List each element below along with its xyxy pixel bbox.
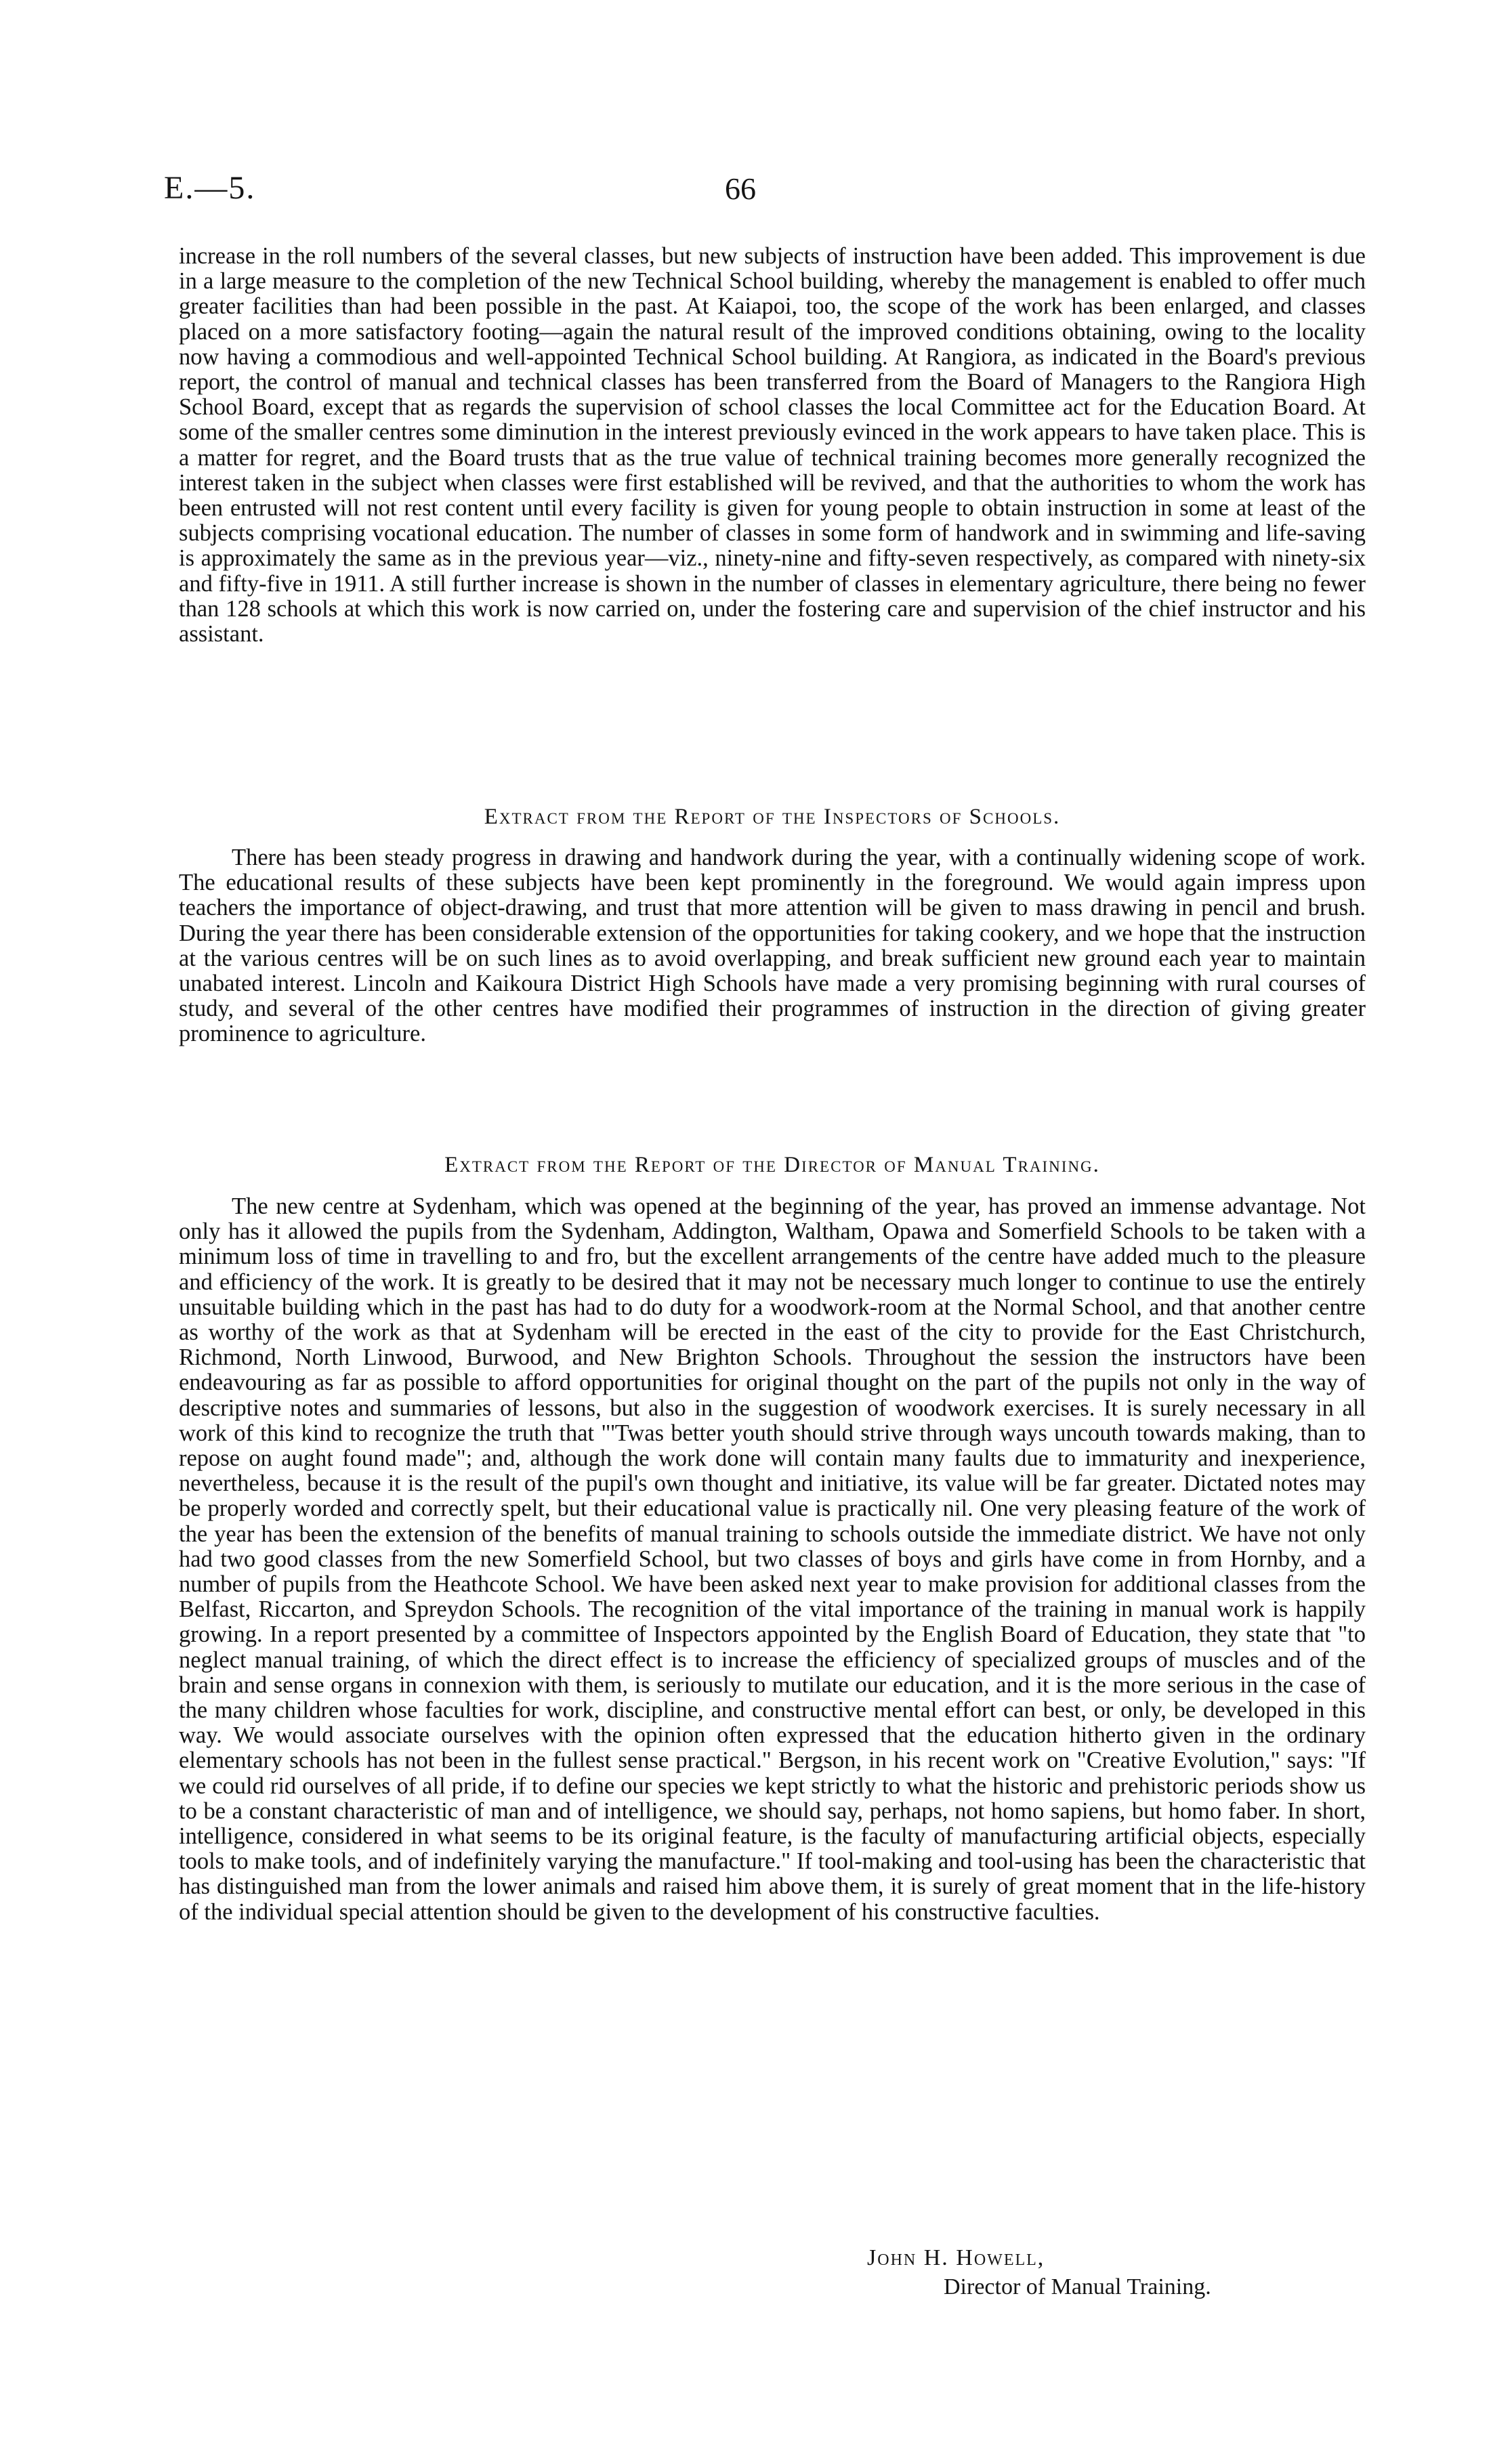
inspectors-report-heading: Extract from the Report of the Inspectors of Schools. — [484, 805, 1061, 829]
intro-paragraph: increase in the roll numbers of the several classes, but new subjects of instruction have been added. This improvement is due in a large measure to the completion of the new Technical School building, whereby the management is enabled to offer much greater facilities than had been possible in the past. At Kaiapoi, too, the scope of the work has been enlarged, and classes placed on a more satisfactory footing—again the natural result of the improved conditions obtaining, owing to the locality now having a commodious and well-appointed Technical School building. At Rangiora, as indicated in the Board's previous report, the control of manual and technical classes has been transferred from the Board of Managers to the Rangiora High School Board, except that as regards the supervision of school classes the local Committee act for the Education Board. At some of the smaller centres some diminution in the interest previously evinced in the work appears to have taken place. This is a matter for regret, and the Board trusts that as the true value of technical training becomes more generally recognized the interest taken in the subject when classes were first established will be revived, and that the authorities to whom the work has been entrusted will not rest content until every facility is given for young people to obtain instruction in some at least of the subjects comprising vocational education. The number of classes in some form of handwork and in swimming and life-saving is approximately the same as in the previous year—viz., ninety-nine and fifty-seven respectively, as compared with ninety-six and fifty-five in 1911. A still further increase is shown in the number of classes in elementary agriculture, there being no fewer than 128 schools at which this work is now carried on, under the fostering care and supervision of the chief instructor and his assistant. — [179, 243, 1366, 647]
report-reference: E.—5. — [164, 170, 256, 206]
page-number: 66 — [725, 171, 756, 206]
signature-name: John H. Howell, — [867, 2245, 1045, 2270]
director-report-paragraph: The new centre at Sydenham, which was opened at the beginning of the year, has proved an immense advantage. Not only has it allowed the pupils from the Sydenham, Addington, Waltham, Opawa and Somerfield Schools to be taken with a minimum loss of time in travelling to and fro, but the excellent arrangements of the centre have added much to the pleasure and efficiency of the work. It is greatly to be desired that it may not be necessary much longer to continue to use the entirely unsuitable building which in the past has had to do duty for a woodwork-room at the Normal School, and that another centre as worthy of the work as that at Sydenham will be erected in the east of the city to provide for the East Christchurch, Richmond, North Linwood, Burwood, and New Brighton Schools. Throughout the session the instructors have been endeavouring as far as possible to afford opportunities for original thought on the part of the pupils not only in the way of descriptive notes and summaries of lessons, but also in the suggestion of woodwork exercises. It is surely necessary in all work of this kind to recognize the truth that "'Twas better youth should strive through ways uncouth towards making, than to repose on aught found made"; and, although the work done will contain many faults due to immaturity and inexperience, nevertheless, because it is the result of the pupil's own thought and initiative, its value will be far greater. Dictated notes may be properly worded and correctly spelt, but their educational value is practically nil. One very pleasing feature of the work of the year has been the extension of the benefits of manual training to schools outside the immediate district. We have not only had two good classes from the new Somerfield School, but two classes of boys and girls have come in from Hornby, and a number of pupils from the Heathcote School. We have been asked next year to make provision for additional classes from the Belfast, Riccarton, and Spreydon Schools. The recognition of the vital importance of the training in manual work is happily growing. In a report presented by a committee of Inspectors appointed by the English Board of Education, they state that "to neglect manual training, of which the direct effect is to increase the efficiency of specialized groups of muscles and of the brain and sense organs in connexion with them, is seriously to mutilate our education, and it is the more serious in the case of the many children whose faculties for work, discipline, and constructive mental effort can best, or only, be developed in this way. We would associate ourselves with the opinion often expressed that the education hitherto given in the ordinary elementary schools has not been in the fullest sense practical." Bergson, in his recent work on "Creative Evolution," says: "If we could rid ourselves of all pride, if to define our species we kept strictly to what the historic and prehistoric periods show us to be a constant characteristic of man and of intelligence, we should say, perhaps, not homo sapiens, but homo faber. In short, intelligence, considered in what seems to be its original feature, is the faculty of manufacturing artificial objects, especially tools to make tools, and of indefinitely varying the manufacture." If tool-making and tool-using has been the characteristic that has distinguished man from the lower animals and raised him above them, it is surely of great moment that in the life-history of the individual special attention should be given to the development of his constructive faculties. — [179, 1193, 1366, 1925]
director-report-heading: Extract from the Report of the Director of Manual Training. — [444, 1153, 1100, 1177]
inspectors-report-paragraph: There has been steady progress in drawing and handwork during the year, with a continually widening scope of work. The educational results of these subjects have been kept prominently in the foreground. We would again impress upon teachers the importance of object-drawing, and trust that more attention will be given to mass drawing in pencil and brush. During the year there has been considerable extension of the opportunities for taking cookery, and we hope that the instruction at the various centres will be on such lines as to avoid overlapping, and break sufficient new ground each year to maintain unabated interest. Lincoln and Kaikoura District High Schools have made a very promising beginning with rural courses of study, and several of the other centres have modified their programmes of instruction in the direction of giving greater prominence to agriculture. — [179, 845, 1366, 1047]
signature-title: Director of Manual Training. — [944, 2274, 1211, 2299]
